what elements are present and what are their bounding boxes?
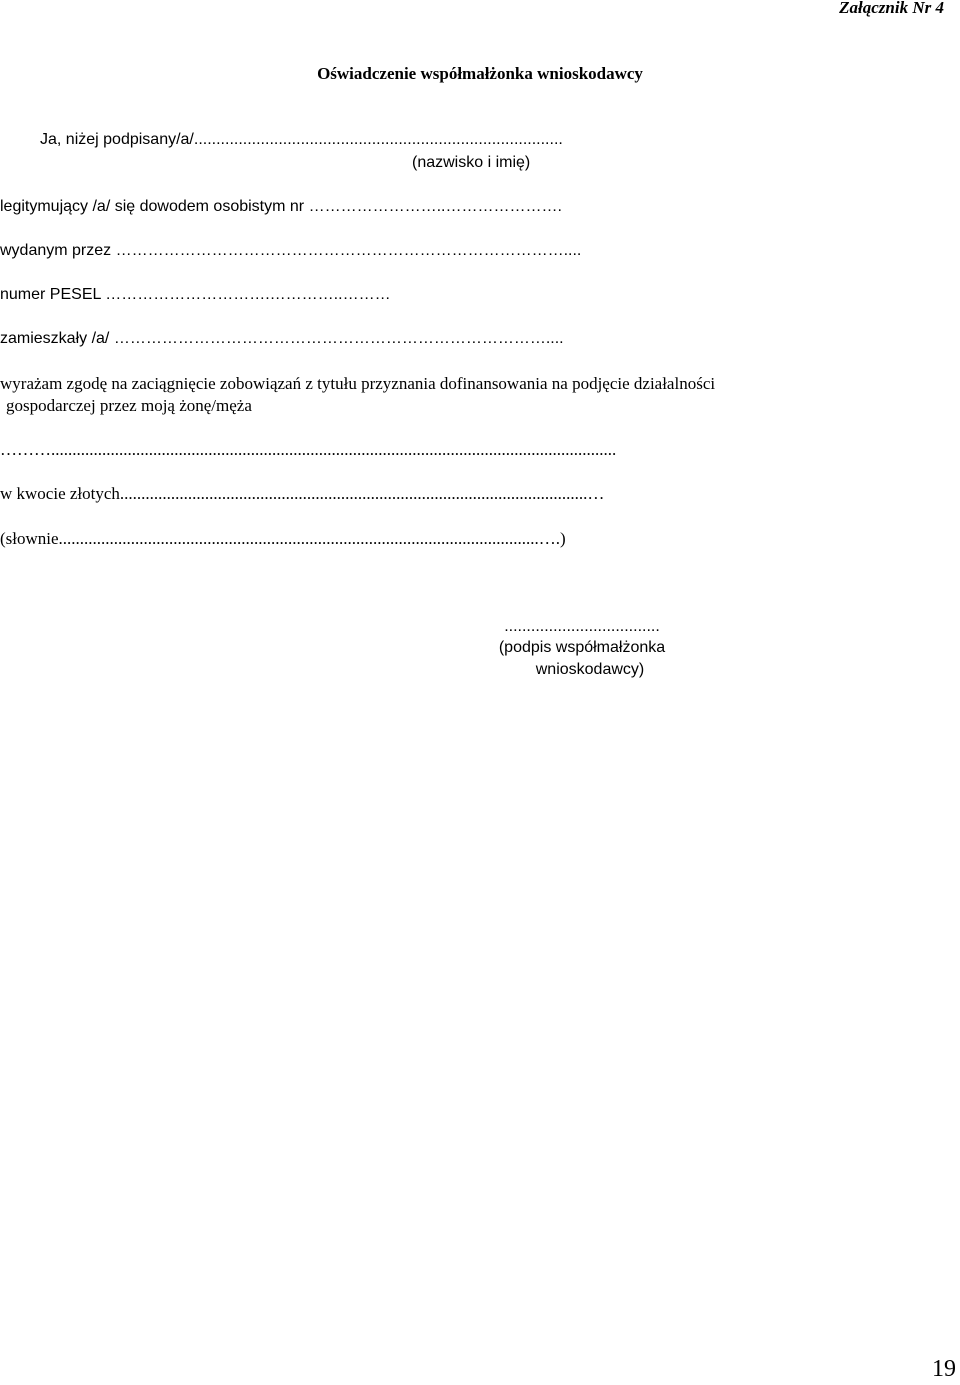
signature-dots: ................................... — [504, 618, 660, 635]
issued-by-line: wydanym przez ………………………………………………………………………….... — [0, 242, 582, 259]
signature-caption-line-1: (podpis współmałżonka — [498, 639, 666, 656]
document-title: Oświadczenie współmałżonka wnioskodawcy — [317, 64, 643, 83]
amount-in-words-line: (słownie.................................................................................................................….) — [0, 529, 566, 548]
id-card-line: legitymujący /a/ się dowodem osobistym nr ……………………..…………………. — [0, 198, 562, 215]
signature-caption-line-2: wnioskodawcy) — [535, 661, 645, 678]
attachment-label: Załącznik Nr 4 — [839, 0, 944, 17]
page-number: 19 — [932, 1356, 956, 1382]
amount-line: w kwocie złotych..............................................................................................................… — [0, 484, 605, 503]
consent-text-line-2: gospodarczej przez moją żonę/męża — [6, 396, 252, 415]
consent-text-line-1: wyrażam zgodę na zaciągnięcie zobowiązań z tytułu przyznania dofinansowania na podjęcie działalności — [0, 374, 716, 393]
declarant-caption: (nazwisko i imię) — [412, 154, 531, 171]
residence-line: zamieszkały /a/ ……………………………………………………………………….... — [0, 330, 564, 347]
declarant-line: Ja, niżej podpisany/a/................................................................................... — [40, 131, 563, 148]
pesel-line: numer PESEL ………………………….…………..……… — [0, 286, 391, 303]
blank-fill-line: ………..................................................................................................................................... — [0, 440, 617, 459]
